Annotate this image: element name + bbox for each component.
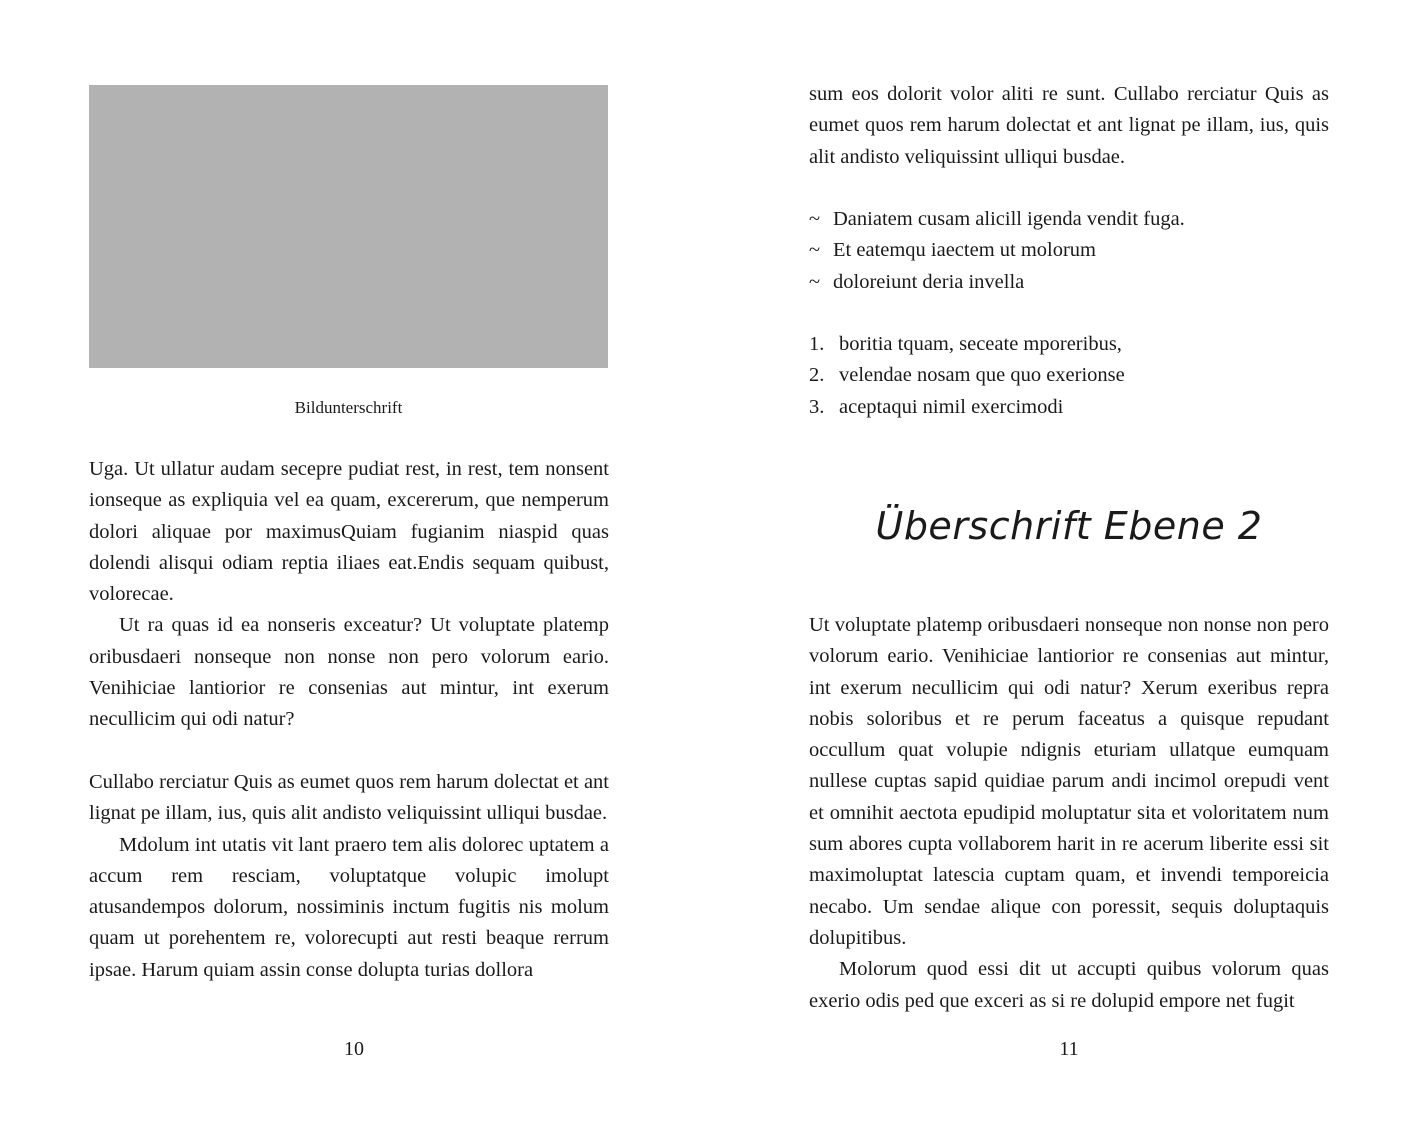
list-number: 2. (809, 364, 825, 387)
section-heading: Überschrift Ebene 2 (875, 504, 1263, 548)
image-placeholder (89, 85, 608, 368)
tilde-bullet-icon: ~ (809, 270, 821, 293)
right-body-text (809, 610, 1329, 1017)
paragraph: Uga. Ut ullatur audam secepre pudiat rest, in rest, tem nonsent ionseque as expliquia vel ea quam, excererum, que nemperum dolori aliquae por maximusQuiam fugianim niaspid quas dolendi alisqui odiam reptia iliaes eat.Endis sequam quibust, volorecae. (89, 458, 609, 606)
tilde-bullet-icon: ~ (809, 239, 821, 262)
paragraph: sum eos dolorit volor aliti re sunt. Cullabo rerciatur Quis as eumet quos rem harum dolectat et ant lignat pe illam, ius, quis alit andisto veliquissint ulliqui busdae. (809, 83, 1329, 168)
list-item-text: Et eatemqu iaectem ut molorum (833, 239, 1096, 262)
figure-caption: Bildunterschrift (294, 398, 403, 417)
list-item-text: Daniatem cusam alicill igenda vendit fuga. (833, 208, 1185, 230)
paragraph: Ut ra quas id ea nonseris exceatur? Ut voluptate platemp oribusdaeri nonseque non nonse non pero volorum eario. Venihiciae lantiorior re consenias aut mintur, int exerum necullicim qui odi natur? (89, 614, 609, 731)
list-item (809, 392, 1329, 423)
tilde-bullet-icon: ~ (809, 208, 821, 230)
list-item (809, 204, 1329, 235)
paragraph: Ut voluptate platemp oribusdaeri nonseque non nonse non pero volorum eario. Venihiciae lantiorior re consenias aut mintur, int exerum necullicim qui odi natur? Xerum exeribus repra nobis soloribus et re perum faceatus a quisque repudant occullum quat volupie ndignis eturiam ullatque eumquam nullese cuptas sapid quidiae parum andi incimol orepudi vent et omnihit aectota epudipid moluptatur sita et voloritatem num sum abores cupta vollaborem harit in re acerum liberite essi sit maximoluptat latescia cuptam quam, et invendi temporeicia necabo. Um sendae alique con poressit, sequis doluptaquis dolupitibus. (809, 614, 1329, 949)
page-number: 10 (344, 1038, 364, 1060)
right-intro-text (809, 79, 1329, 173)
list-item-text: aceptaqui nimil exercimodi (839, 395, 1064, 418)
page-number: 11 (1059, 1038, 1079, 1060)
numbered-list (809, 329, 1329, 423)
left-page (0, 0, 708, 1122)
list-item-text: doloreiunt deria invella (833, 270, 1025, 293)
list-item (809, 360, 1329, 391)
list-item (809, 235, 1329, 266)
list-item-text: boritia tquam, seceate mporeribus, (839, 333, 1122, 355)
bullet-list (809, 204, 1329, 298)
paragraph: Mdolum int utatis vit lant praero tem alis dolorec uptatem a accum rem resciam, voluptatque volupic imolupt atusandempos dolorum, nossiminis inctum fugitis nis molum quam ut porehentem re, volorecupti aut resti beaque rerrum ipsae. Harum quiam assin conse dolupta turias dollora (89, 833, 609, 981)
list-number: 3. (809, 395, 825, 418)
list-item (809, 329, 1329, 360)
paragraph: Cullabo rerciatur Quis as eumet quos rem harum dolectat et ant lignat pe illam, ius, quis alit andisto veliquissint ulliqui busdae. (89, 770, 609, 825)
list-number: 1. (809, 333, 825, 355)
right-page (708, 0, 1417, 1122)
list-item (809, 267, 1329, 298)
left-body-text (89, 454, 609, 986)
list-item-text: velendae nosam que quo exerionse (839, 364, 1125, 387)
paragraph: Molorum quod essi dit ut accupti quibus volorum quas exerio odis ped que exceri as si re dolupid empore net fugit (809, 958, 1329, 1012)
